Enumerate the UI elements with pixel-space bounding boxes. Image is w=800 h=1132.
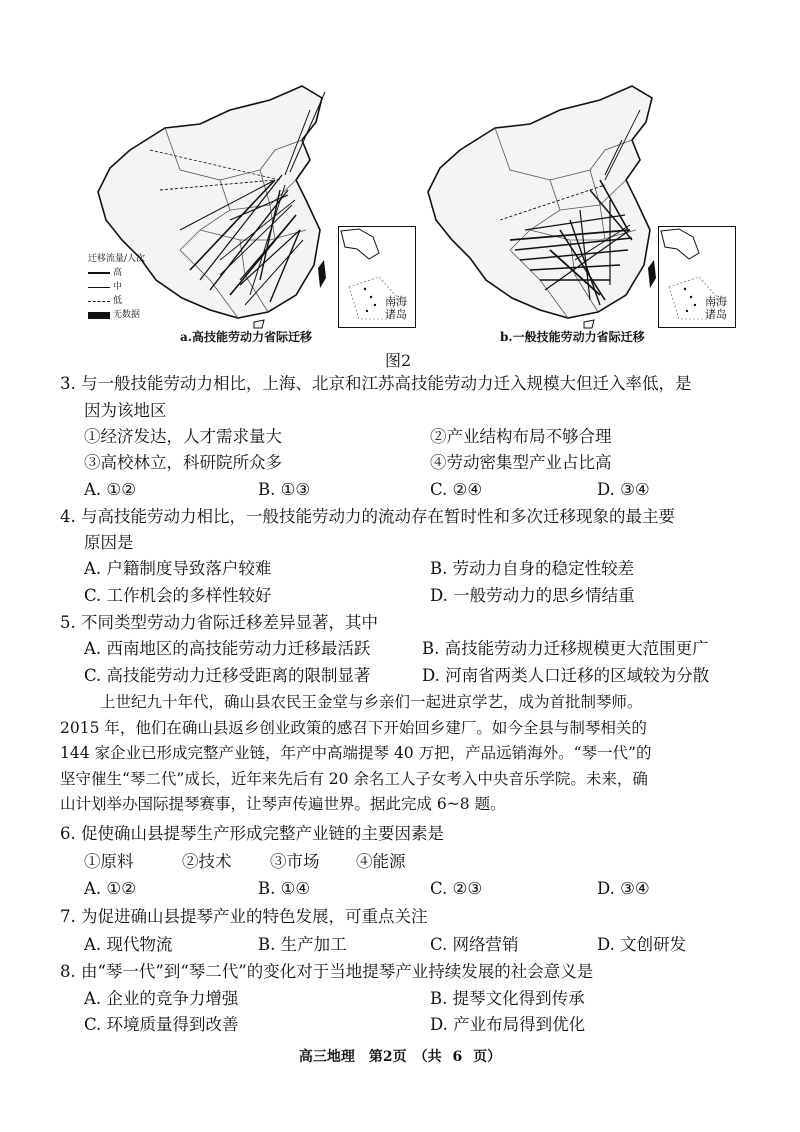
q3-opt-2: ②产业结构布局不够合理: [430, 427, 612, 446]
q7-choice-d[interactable]: D. 文创研发: [597, 935, 687, 954]
caption-b: b.一般技能劳动力省际迁移: [500, 330, 645, 344]
passage-line-4: 坚守催生“琴二代”成长，近年来先后有 20 余名工人子女考入中央音乐学院。未来，确: [60, 769, 648, 788]
q3-choice-c[interactable]: C. ②④: [430, 480, 483, 499]
passage-line-3: 144 家企业已形成完整产业链，年产中高端提琴 40 万把，产品远销海外。“琴一代”的: [60, 744, 652, 762]
legend-line-mid-icon: [88, 287, 110, 288]
legend-row-low: 低: [88, 294, 145, 308]
passage: [60, 690, 740, 818]
legend-row-mid: 中: [88, 280, 145, 294]
passage-line-1: 上世纪九十年代，确山县农民王金堂与乡亲们一起进京学艺，成为首批制琴师。: [100, 693, 643, 711]
passage-line-2: 2015 年，他们在确山县返乡创业政策的感召下开始回乡建厂。如今全县与制琴相关的: [60, 718, 647, 737]
q7-choice-c[interactable]: C. 网络营销: [430, 935, 519, 954]
legend-line-high-icon: [88, 272, 110, 274]
taiwan-a: [318, 260, 326, 288]
china-outline-b: [428, 86, 652, 318]
q5-choice-b[interactable]: B. 高技能劳动力迁移规模更大范围更广: [422, 639, 709, 658]
q3-stem-line2: 因为该地区: [84, 401, 167, 420]
q3-opt-4: ④劳动密集型产业占比高: [430, 453, 612, 472]
caption-a: a.高技能劳动力省际迁移: [180, 330, 312, 344]
q6-choice-a[interactable]: A. ①②: [84, 879, 136, 898]
q5-choice-a[interactable]: A. 西南地区的高技能劳动力迁移最活跃: [84, 639, 371, 658]
inset-label-b: 南海诸岛: [705, 295, 727, 321]
q8-choice-a[interactable]: A. 企业的竞争力增强: [84, 989, 239, 1008]
q3-choice-d[interactable]: D. ③④: [597, 480, 650, 499]
q6-choice-c[interactable]: C. ②③: [430, 879, 483, 898]
q7-choice-b[interactable]: B. 生产加工: [258, 935, 347, 954]
q6-choice-b[interactable]: B. ①④: [258, 879, 311, 898]
hainan-b: [584, 320, 594, 328]
q3-choice-a[interactable]: A. ①②: [84, 480, 136, 499]
q6-opt-3: ③市场: [270, 852, 320, 871]
q7-choice-a[interactable]: A. 现代物流: [84, 935, 173, 954]
legend-line-low-icon: [88, 301, 110, 302]
q8-choice-d[interactable]: D. 产业布局得到优化: [430, 1015, 586, 1034]
q6-opt-1: ①原料: [84, 852, 134, 871]
legend-row-high: 高: [88, 266, 145, 280]
legend: [88, 252, 145, 322]
q5-choice-d[interactable]: D. 河南省两类人口迁移的区域较为分散: [422, 666, 710, 685]
q4-choice-d[interactable]: D. 一般劳动力的思乡情结重: [430, 586, 635, 605]
hainan-a: [254, 320, 264, 328]
q3-choice-b[interactable]: B. ①③: [258, 480, 311, 499]
q4-stem-line2: 原因是: [84, 533, 134, 552]
q4-choice-b[interactable]: B. 劳动力自身的稳定性较差: [430, 559, 635, 578]
south-sea-inset-b: [658, 226, 736, 328]
q8-choice-c[interactable]: C. 环境质量得到改善: [84, 1015, 239, 1034]
legend-title: 迁移流量/人次: [88, 254, 146, 264]
q3-opt-3: ③高校林立，科研院所众多: [84, 453, 282, 472]
q5-choice-c[interactable]: C. 高技能劳动力迁移受距离的限制显著: [84, 666, 371, 685]
q8-choice-b[interactable]: B. 提琴文化得到传承: [430, 989, 585, 1008]
page-footer: 高三地理 第2页 （共 6 页）: [298, 1049, 502, 1065]
taiwan-b: [648, 260, 656, 288]
q4-stem-line1: 4. 与高技能劳动力相比，一般技能劳动力的流动存在暂时性和多次迁移现象的最主要: [60, 507, 675, 526]
legend-row-nodata: 无数据: [88, 308, 145, 322]
q6-stem: 6. 促使确山县提琴生产形成完整产业链的主要因素是: [60, 824, 444, 843]
passage-line-5: 山计划举办国际提琴赛事，让琴声传遍世界。据此完成 6~8 题。: [60, 795, 506, 813]
inset-label-a: 南海诸岛: [385, 295, 407, 321]
legend-nodata-icon: [88, 312, 110, 319]
q3-stem-line1: 3. 与一般技能劳动力相比，上海、北京和江苏高技能劳动力迁入规模大但迁入率低，是: [60, 374, 692, 393]
q8-stem: 8. 由“琴一代”到“琴二代”的变化对于当地提琴产业持续发展的社会意义是: [60, 962, 594, 981]
q5-stem: 5. 不同类型劳动力省际迁移差异显著，其中: [60, 613, 378, 632]
figure-title: 图2: [385, 351, 412, 370]
q6-opt-4: ④能源: [356, 852, 406, 871]
figure-2: [70, 80, 750, 348]
q6-choice-d[interactable]: D. ③④: [597, 879, 650, 898]
q4-choice-c[interactable]: C. 工作机会的多样性较好: [84, 586, 272, 605]
q3-opt-1: ①经济发达，人才需求量大: [84, 427, 282, 446]
q6-opt-2: ②技术: [182, 852, 232, 871]
q4-choice-a[interactable]: A. 户籍制度导致落户较难: [84, 559, 272, 578]
q7-stem: 7. 为促进确山县提琴产业的特色发展，可重点关注: [60, 907, 428, 926]
